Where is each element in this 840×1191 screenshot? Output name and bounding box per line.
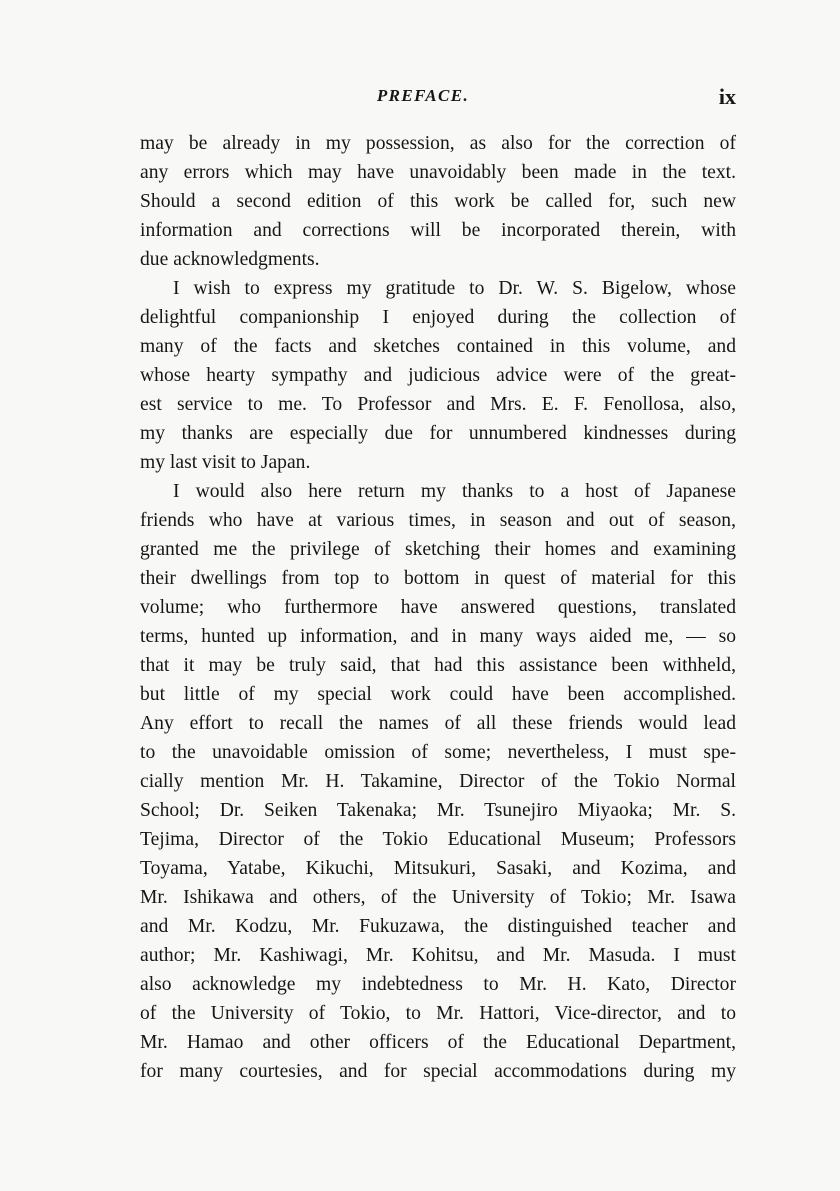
text-line: granted me the privilege of sketching their homes and examining [140, 539, 736, 560]
body-text [140, 129, 736, 1086]
text-line: may be already in my possession, as also for the correction of [140, 133, 736, 154]
text-line: my last visit to Japan. [140, 452, 311, 473]
text-line: of the University of Tokio, to Mr. Hattori, Vice-director, and to [140, 1003, 736, 1024]
text-line: Should a second edition of this work be called for, such new [140, 191, 736, 212]
text-line: delightful companionship I enjoyed during the collection of [140, 307, 736, 328]
text-line: friends who have at various times, in season and out of season, [140, 510, 736, 531]
page-header [140, 84, 736, 114]
text-line: information and corrections will be incorporated therein, with [140, 220, 736, 241]
text-line: also acknowledge my indebtedness to Mr. H. Kato, Director [140, 974, 736, 995]
text-line: to the unavoidable omission of some; nevertheless, I must spe- [140, 742, 736, 763]
paragraph-start-line: I would also here return my thanks to a host of Japanese [173, 481, 736, 502]
text-line: and Mr. Kodzu, Mr. Fukuzawa, the distinguished teacher and [140, 916, 736, 937]
running-head: PREFACE. [376, 86, 470, 105]
page-number: ix [718, 84, 736, 109]
paragraph-start-line: I wish to express my gratitude to Dr. W. S. Bigelow, whose [173, 278, 736, 299]
text-line: their dwellings from top to bottom in quest of material for this [140, 568, 736, 589]
text-line: volume; who furthermore have answered questions, translated [140, 597, 736, 618]
text-line: School; Dr. Seiken Takenaka; Mr. Tsunejiro Miyaoka; Mr. S. [140, 800, 736, 821]
text-line: my thanks are especially due for unnumbered kindnesses during [140, 423, 736, 444]
text-line: any errors which may have unavoidably been made in the text. [140, 162, 736, 183]
text-line: due acknowledgments. [140, 249, 320, 270]
text-line: for many courtesies, and for special accommodations during my [140, 1061, 736, 1082]
text-line: Any effort to recall the names of all these friends would lead [140, 713, 736, 734]
text-line: author; Mr. Kashiwagi, Mr. Kohitsu, and Mr. Masuda. I must [140, 945, 736, 966]
text-line: that it may be truly said, that had this assistance been withheld, [140, 655, 736, 676]
text-line: Tejima, Director of the Tokio Educational Museum; Professors [140, 829, 736, 850]
text-line: whose hearty sympathy and judicious advice were of the great- [140, 365, 736, 386]
text-line: Mr. Hamao and other officers of the Educational Department, [140, 1032, 736, 1053]
text-line: many of the facts and sketches contained in this volume, and [140, 336, 736, 357]
text-line: est service to me. To Professor and Mrs. E. F. Fenollosa, also, [140, 394, 736, 415]
text-line: cially mention Mr. H. Takamine, Director of the Tokio Normal [140, 771, 736, 792]
text-line: Toyama, Yatabe, Kikuchi, Mitsukuri, Sasaki, and Kozima, and [140, 858, 736, 879]
text-line: terms, hunted up information, and in many ways aided me, — so [140, 626, 736, 647]
text-line: but little of my special work could have been accomplished. [140, 684, 736, 705]
text-line: Mr. Ishikawa and others, of the University of Tokio; Mr. Isawa [140, 887, 736, 908]
